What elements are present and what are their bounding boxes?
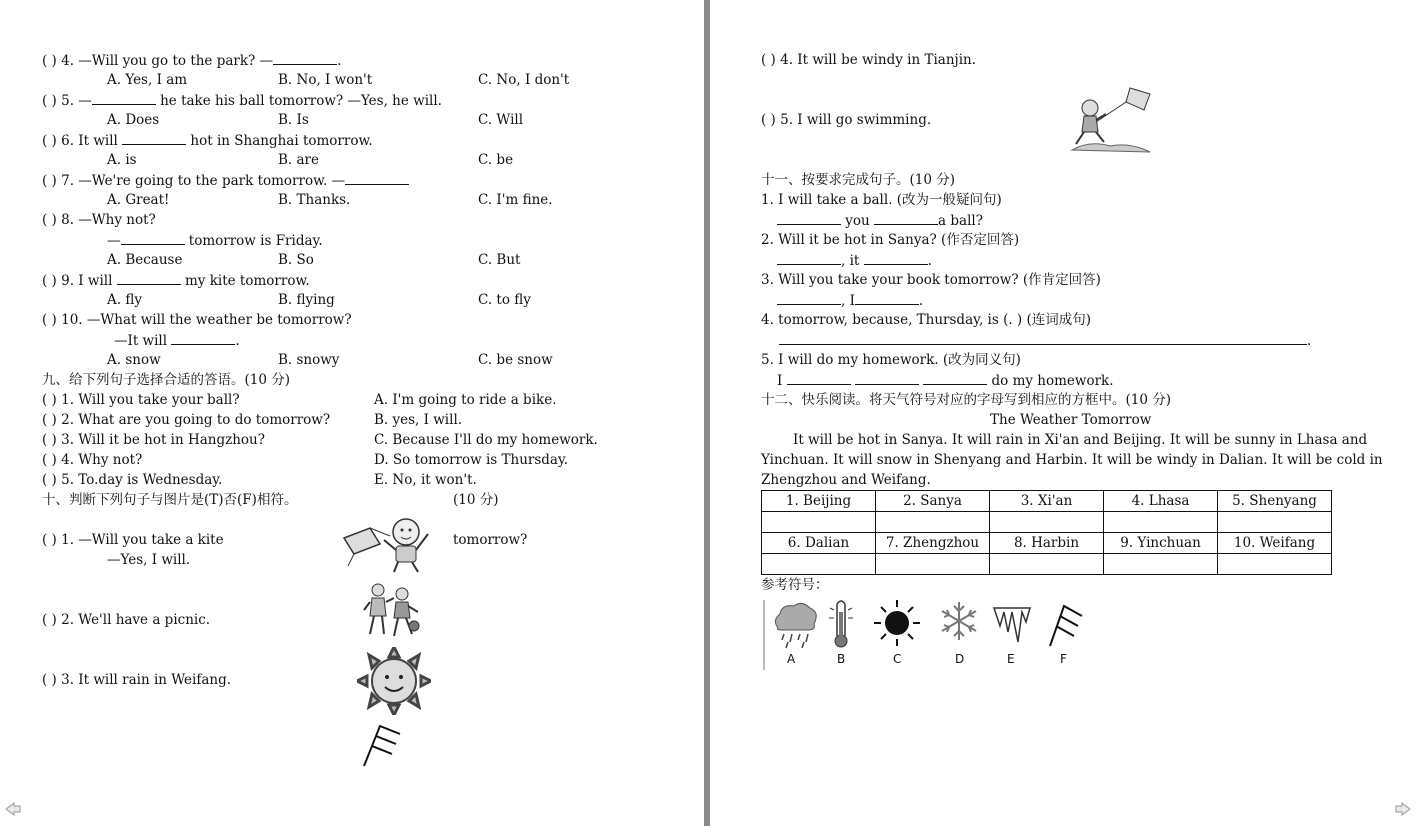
city-cell: 1. Beijing bbox=[762, 491, 876, 512]
sec9-q4: ( ) 4. Why not? bbox=[42, 452, 143, 468]
smiling-sun-icon bbox=[357, 647, 431, 715]
q4-option-c: C. No, I don't bbox=[478, 72, 570, 88]
sec11-s3-answer: , I . bbox=[777, 292, 923, 309]
q6-stem: ( ) 6. It will hot in Shanghai tomorrow. bbox=[42, 133, 373, 149]
symbol-letter-f: F bbox=[1060, 652, 1067, 666]
passage-line-3: Zhengzhou and Weifang. bbox=[761, 472, 931, 488]
city-cell: 7. Zhengzhou bbox=[876, 533, 990, 554]
sec9-ans-d: D. So tomorrow is Thursday. bbox=[374, 452, 569, 468]
passage-line-2: Yinchuan. It will snow in Shenyang and Harbin. It will be windy in Dalian. It will be cold in bbox=[761, 452, 1383, 468]
city-cell: 10. Weifang bbox=[1218, 533, 1332, 554]
symbol-letter-b: B bbox=[837, 652, 846, 666]
answer-box[interactable] bbox=[876, 512, 990, 533]
sec9-ans-e: E. No, it won't. bbox=[374, 472, 477, 488]
q8-option-c: C. But bbox=[478, 252, 521, 268]
answer-box[interactable] bbox=[762, 554, 876, 575]
sec11-s1-answer: you a ball? bbox=[777, 212, 983, 229]
q4-stem: ( ) 4. —Will you go to the park? — . bbox=[42, 53, 342, 69]
city-cell: 3. Xi'an bbox=[990, 491, 1104, 512]
city-cell: 2. Sanya bbox=[876, 491, 990, 512]
sec10-q1-answer: —Yes, I will. bbox=[107, 552, 191, 568]
sec10-q3: ( ) 3. It will rain in Weifang. bbox=[42, 672, 231, 688]
weather-answer-table bbox=[761, 490, 1332, 575]
city-cell: 8. Harbin bbox=[990, 533, 1104, 554]
right-q5: ( ) 5. I will go swimming. bbox=[761, 112, 932, 128]
passage-line-1: It will be hot in Sanya. It will rain in Xi'an and Beijing. It will be sunny in Lhasa and bbox=[793, 432, 1368, 448]
q8-line2: — tomorrow is Friday. bbox=[107, 233, 323, 249]
sec10-q1-tail: tomorrow? bbox=[453, 532, 528, 548]
city-cell: 4. Lhasa bbox=[1104, 491, 1218, 512]
sec9-q2: ( ) 2. What are you going to do tomorrow? bbox=[42, 412, 331, 428]
boy-flying-kite-icon bbox=[1070, 84, 1154, 156]
answer-box[interactable] bbox=[1218, 512, 1332, 533]
q8-option-a: A. Because bbox=[107, 252, 183, 268]
q7-option-a: A. Great! bbox=[107, 192, 170, 208]
answer-box[interactable] bbox=[1218, 554, 1332, 575]
symbol-letter-a: A bbox=[787, 652, 796, 666]
symbol-bar-edge bbox=[763, 600, 765, 670]
passage-title: The Weather Tomorrow bbox=[990, 412, 1152, 428]
thermometer-icon bbox=[826, 598, 856, 650]
section9-title: 九、给下列句子选择合适的答语。(10 分) bbox=[42, 372, 291, 388]
sec9-q1: ( ) 1. Will you take your ball? bbox=[42, 392, 240, 408]
q9-option-b: B. flying bbox=[278, 292, 335, 308]
q5-option-b: B. Is bbox=[278, 112, 309, 128]
q8-option-b: B. So bbox=[278, 252, 314, 268]
section10-title: 十、判断下列句子与图片是(T)否(F)相符。 bbox=[42, 492, 298, 508]
q9-option-a: A. fly bbox=[107, 292, 142, 308]
sec11-s3: 3. Will you take your book tomorrow? (作肯定回答) bbox=[761, 272, 1101, 288]
section10-score: (10 分) bbox=[453, 492, 499, 508]
sec9-q5: ( ) 5. To.day is Wednesday. bbox=[42, 472, 223, 488]
sec9-ans-b: B. yes, I will. bbox=[374, 412, 463, 428]
city-cell: 5. Shenyang bbox=[1218, 491, 1332, 512]
answer-box[interactable] bbox=[1104, 554, 1218, 575]
q7-stem: ( ) 7. —We're going to the park tomorrow. — bbox=[42, 172, 409, 189]
sec11-s4: 4. tomorrow, because, Thursday, is (. ) (连词成句) bbox=[761, 312, 1092, 328]
q7-option-b: B. Thanks. bbox=[278, 192, 351, 208]
q8-stem: ( ) 8. —Why not? bbox=[42, 212, 156, 228]
q10-option-b: B. snowy bbox=[278, 352, 340, 368]
sec11-s2-answer: , it . bbox=[777, 252, 932, 269]
sec11-s1: 1. I will take a ball. (改为一般疑问句) bbox=[761, 192, 1002, 208]
sec10-q1: ( ) 1. —Will you take a kite bbox=[42, 532, 224, 548]
q4-option-a: A. Yes, I am bbox=[107, 72, 188, 88]
sec9-ans-a: A. I'm going to ride a bike. bbox=[374, 392, 557, 408]
q10-line2: —It will . bbox=[114, 333, 240, 349]
q6-option-c: C. be bbox=[478, 152, 514, 168]
sec9-q3: ( ) 3. Will it be hot in Hangzhou? bbox=[42, 432, 265, 448]
answer-box[interactable] bbox=[762, 512, 876, 533]
wind-flag-icon bbox=[360, 722, 404, 768]
q7-option-c: C. I'm fine. bbox=[478, 192, 553, 208]
q10-option-c: C. be snow bbox=[478, 352, 553, 368]
sec11-s2: 2. Will it be hot in Sanya? (作否定回答) bbox=[761, 232, 1020, 248]
answer-box[interactable] bbox=[876, 554, 990, 575]
answer-box[interactable] bbox=[1104, 512, 1218, 533]
kids-playing-icon bbox=[362, 582, 424, 640]
icicles-icon bbox=[992, 598, 1032, 648]
q10-stem: ( ) 10. —What will the weather be tomorrow? bbox=[42, 312, 352, 328]
wind-flag-icon bbox=[1046, 598, 1086, 650]
page-divider bbox=[704, 0, 710, 826]
snowflake-icon bbox=[938, 598, 980, 644]
section12-title: 十二、快乐阅读。将天气符号对应的字母写到相应的方框中。(10 分) bbox=[761, 392, 1172, 408]
q5-option-a: A. Does bbox=[107, 112, 160, 128]
kid-with-kite-icon bbox=[340, 510, 435, 574]
q10-option-a: A. snow bbox=[107, 352, 161, 368]
right-q4: ( ) 4. It will be windy in Tianjin. bbox=[761, 52, 977, 68]
q5-option-c: C. Will bbox=[478, 112, 524, 128]
sec11-s5: 5. I will do my homework. (改为同义句) bbox=[761, 352, 1021, 368]
symbol-letter-c: C bbox=[893, 652, 902, 666]
previous-page-arrow-icon[interactable] bbox=[4, 801, 22, 817]
answer-box[interactable] bbox=[990, 554, 1104, 575]
q4-option-b: B. No, I won't bbox=[278, 72, 373, 88]
sun-icon bbox=[874, 598, 920, 648]
symbol-letter-d: D bbox=[955, 652, 965, 666]
sec9-ans-c: C. Because I'll do my homework. bbox=[374, 432, 598, 448]
q6-option-a: A. is bbox=[107, 152, 137, 168]
next-page-arrow-icon[interactable] bbox=[1394, 801, 1412, 817]
q6-option-b: B. are bbox=[278, 152, 319, 168]
sec10-q2: ( ) 2. We'll have a picnic. bbox=[42, 612, 211, 628]
reference-symbols-label: 参考符号： bbox=[761, 577, 829, 593]
q9-option-c: C. to fly bbox=[478, 292, 531, 308]
city-cell: 9. Yinchuan bbox=[1104, 533, 1218, 554]
section11-title: 十一、按要求完成句子。(10 分) bbox=[761, 172, 956, 188]
answer-box[interactable] bbox=[990, 512, 1104, 533]
q9-stem: ( ) 9. I will my kite tomorrow. bbox=[42, 273, 310, 289]
rain-cloud-icon bbox=[770, 598, 820, 650]
sec11-s5-answer: I do my homework. bbox=[777, 373, 1114, 389]
q5-stem: ( ) 5. — he take his ball tomorrow? —Yes, he will. bbox=[42, 93, 442, 109]
city-cell: 6. Dalian bbox=[762, 533, 876, 554]
symbol-letter-e: E bbox=[1007, 652, 1015, 666]
sec11-s4-answer: . bbox=[779, 332, 1311, 349]
